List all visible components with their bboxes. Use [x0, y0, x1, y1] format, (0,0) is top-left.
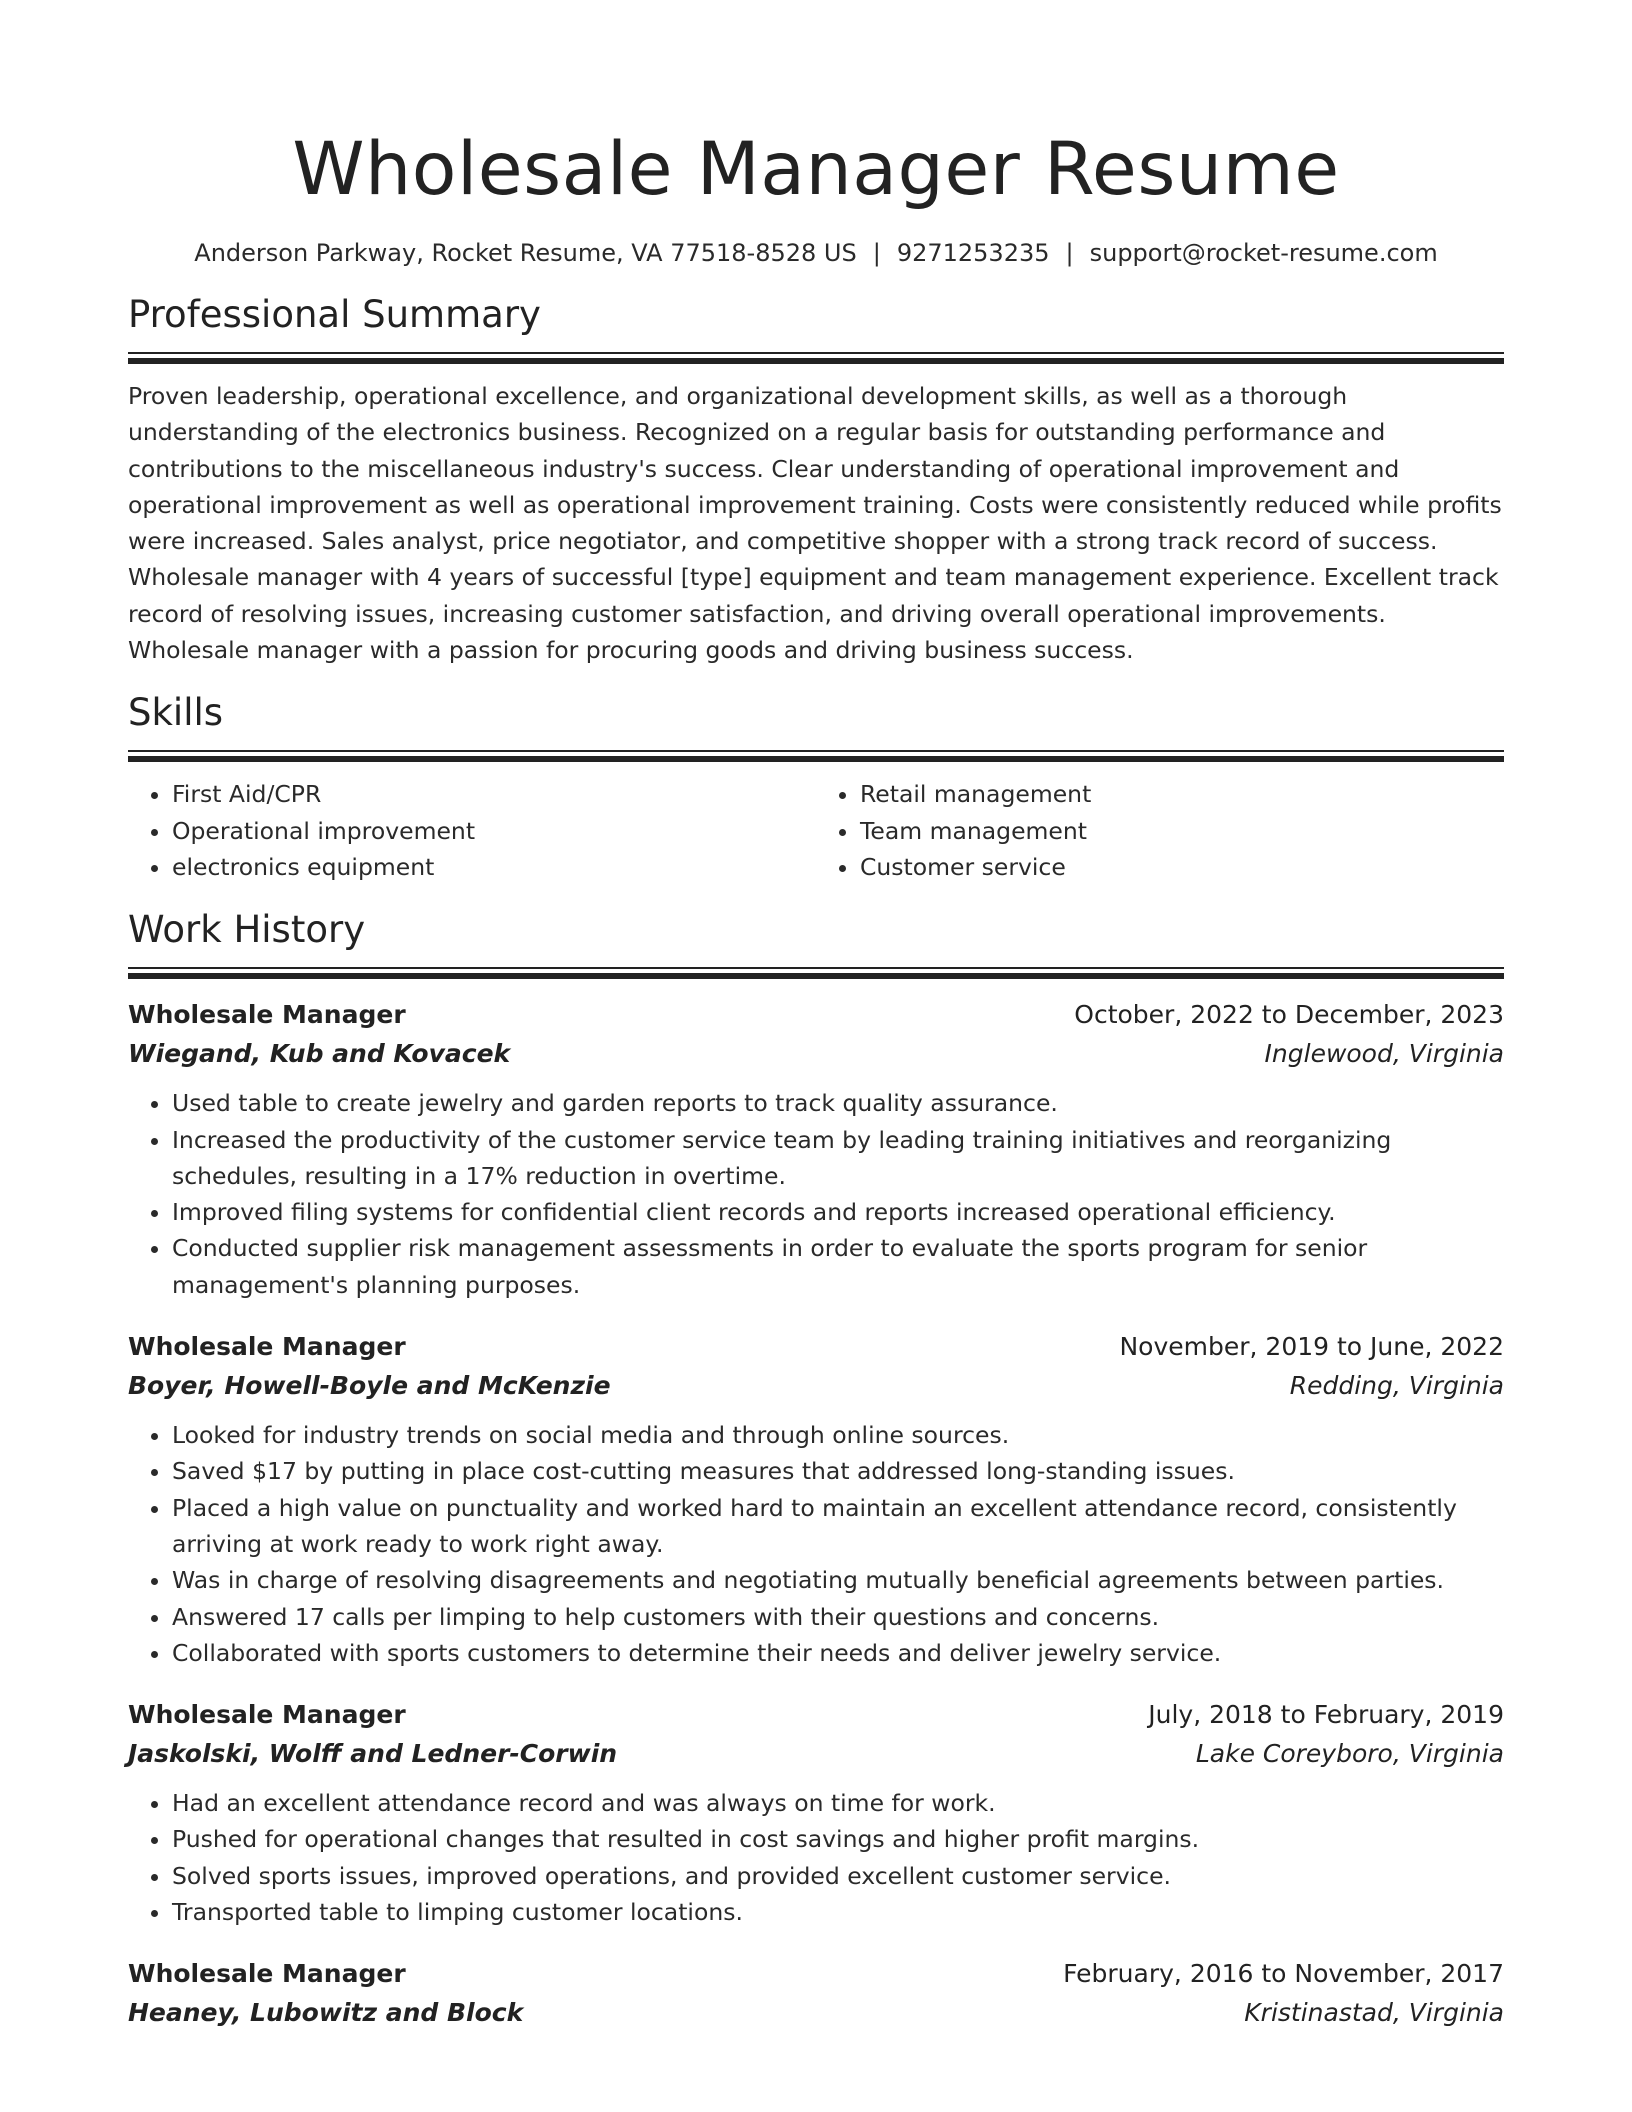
section-divider-thick [128, 973, 1504, 979]
section-divider-thick [128, 358, 1504, 364]
job-location: Redding, Virginia [1289, 1371, 1504, 1401]
summary-section [128, 292, 1504, 668]
job-title: Wholesale Manager [128, 1332, 406, 1362]
job-company: Boyer, Howell-Boyle and McKenzie [128, 1371, 611, 1401]
job-title: Wholesale Manager [128, 1700, 406, 1730]
job-bullet: • Increased the productivity of the customer service team by leading training initiatives and reorganizing schedules, resulting in a 17% reduction in overtime. [172, 1122, 1504, 1195]
resume-title: Wholesale Manager Resume [292, 127, 1340, 212]
job-location: Kristinastad, Virginia [1244, 1998, 1504, 2028]
job-entry [128, 1695, 1504, 1930]
skill-item: • Team management [860, 813, 1504, 849]
job-title-row [128, 1327, 1504, 1367]
contact-separator: | [1065, 239, 1074, 267]
phone-text: 9271253235 [896, 239, 1050, 267]
job-bullet: • Pushed for operational changes that resulted in cost savings and higher profit margins. [172, 1821, 1504, 1857]
job-bullet: • Placed a high value on punctuality and worked hard to maintain an excellent attendance record, consistently arriving at work ready to work right away. [172, 1490, 1504, 1563]
skill-item: • First Aid/CPR [172, 776, 816, 812]
summary-heading: Professional Summary [128, 293, 541, 336]
work-history-section [128, 907, 1504, 2032]
skills-column-left [128, 776, 816, 885]
address-text: Anderson Parkway, Rocket Resume, VA 77518-8528 US [194, 239, 857, 267]
job-bullets [128, 1417, 1504, 1671]
job-company: Heaney, Lubowitz and Block [128, 1998, 524, 2028]
section-divider [128, 352, 1504, 354]
job-entry [128, 1954, 1504, 2032]
job-entry [128, 995, 1504, 1303]
skills-columns [128, 776, 1504, 885]
job-company: Jaskolski, Wolff and Ledner-Corwin [128, 1739, 618, 1769]
job-bullet: • Was in charge of resolving disagreements and negotiating mutually beneficial agreements between parties. [172, 1562, 1504, 1598]
job-bullet: • Conducted supplier risk management assessments in order to evaluate the sports program for senior management's planning purposes. [172, 1230, 1504, 1303]
summary-text: Proven leadership, operational excellence, and organizational development skills, as well as a thorough understanding of the electronics business. Recognized on a regular basis for outstanding performance and contributions to the miscellaneous industry's success. Clear understanding of operational improvement and operational improvement as well as operational improvement training. Costs were consistently reduced while profits were increased. Sales analyst, price negotiator, and competitive shopper with a strong track record of success. Wholesale manager with 4 years of successful [type] equipment and team management experience. Excellent track record of resolving issues, increasing customer satisfaction, and driving overall operational improvements. Wholesale manager with a passion for procuring goods and driving business success. [128, 382, 1502, 665]
job-bullet: • Answered 17 calls per limping to help customers with their questions and concerns. [172, 1599, 1504, 1635]
job-dates: November, 2019 to June, 2022 [1119, 1332, 1504, 1362]
section-divider [128, 967, 1504, 969]
job-title: Wholesale Manager [128, 1000, 406, 1030]
job-list [128, 995, 1504, 2032]
skills-heading: Skills [128, 691, 224, 735]
job-bullet: • Looked for industry trends on social media and through online sources. [172, 1417, 1504, 1453]
skills-section [128, 690, 1504, 885]
job-dates: July, 2018 to February, 2019 [1148, 1700, 1504, 1730]
job-company-row [128, 1735, 1504, 1773]
job-title-row [128, 995, 1504, 1035]
skills-column-right [816, 776, 1504, 885]
skill-item: • Retail management [860, 776, 1504, 812]
job-bullet: • Solved sports issues, improved operations, and provided excellent customer service. [172, 1858, 1504, 1894]
section-divider-thick [128, 756, 1504, 762]
skill-item: • electronics equipment [172, 849, 816, 885]
job-bullets [128, 1085, 1504, 1303]
job-title-row [128, 1954, 1504, 1994]
work-history-heading: Work History [128, 908, 366, 952]
job-company-row [128, 1994, 1504, 2032]
skill-item: • Customer service [860, 849, 1504, 885]
job-entry [128, 1327, 1504, 1671]
job-dates: October, 2022 to December, 2023 [1074, 1000, 1504, 1030]
job-company-row [128, 1035, 1504, 1073]
section-divider [128, 750, 1504, 752]
job-dates: February, 2016 to November, 2017 [1063, 1959, 1504, 1989]
job-company-row [128, 1367, 1504, 1405]
skill-item: • Operational improvement [172, 813, 816, 849]
job-bullet: • Collaborated with sports customers to determine their needs and deliver jewelry service. [172, 1635, 1504, 1671]
contact-line [128, 236, 1504, 270]
job-bullet: • Used table to create jewelry and garden reports to track quality assurance. [172, 1085, 1504, 1121]
job-company: Wiegand, Kub and Kovacek [128, 1039, 511, 1069]
job-bullet: • Saved $17 by putting in place cost-cutting measures that addressed long-standing issues. [172, 1453, 1504, 1489]
contact-separator: | [872, 239, 881, 267]
job-bullet: • Improved filing systems for confidential client records and reports increased operational efficiency. [172, 1194, 1504, 1230]
job-bullet: • Transported table to limping customer locations. [172, 1894, 1504, 1930]
email-text: support@rocket-resume.com [1089, 239, 1438, 267]
job-location: Lake Coreyboro, Virginia [1195, 1739, 1504, 1769]
job-title: Wholesale Manager [128, 1959, 406, 1989]
job-location: Inglewood, Virginia [1264, 1039, 1504, 1069]
job-bullets [128, 1785, 1504, 1930]
job-title-row [128, 1695, 1504, 1735]
job-bullet: • Had an excellent attendance record and was always on time for work. [172, 1785, 1504, 1821]
